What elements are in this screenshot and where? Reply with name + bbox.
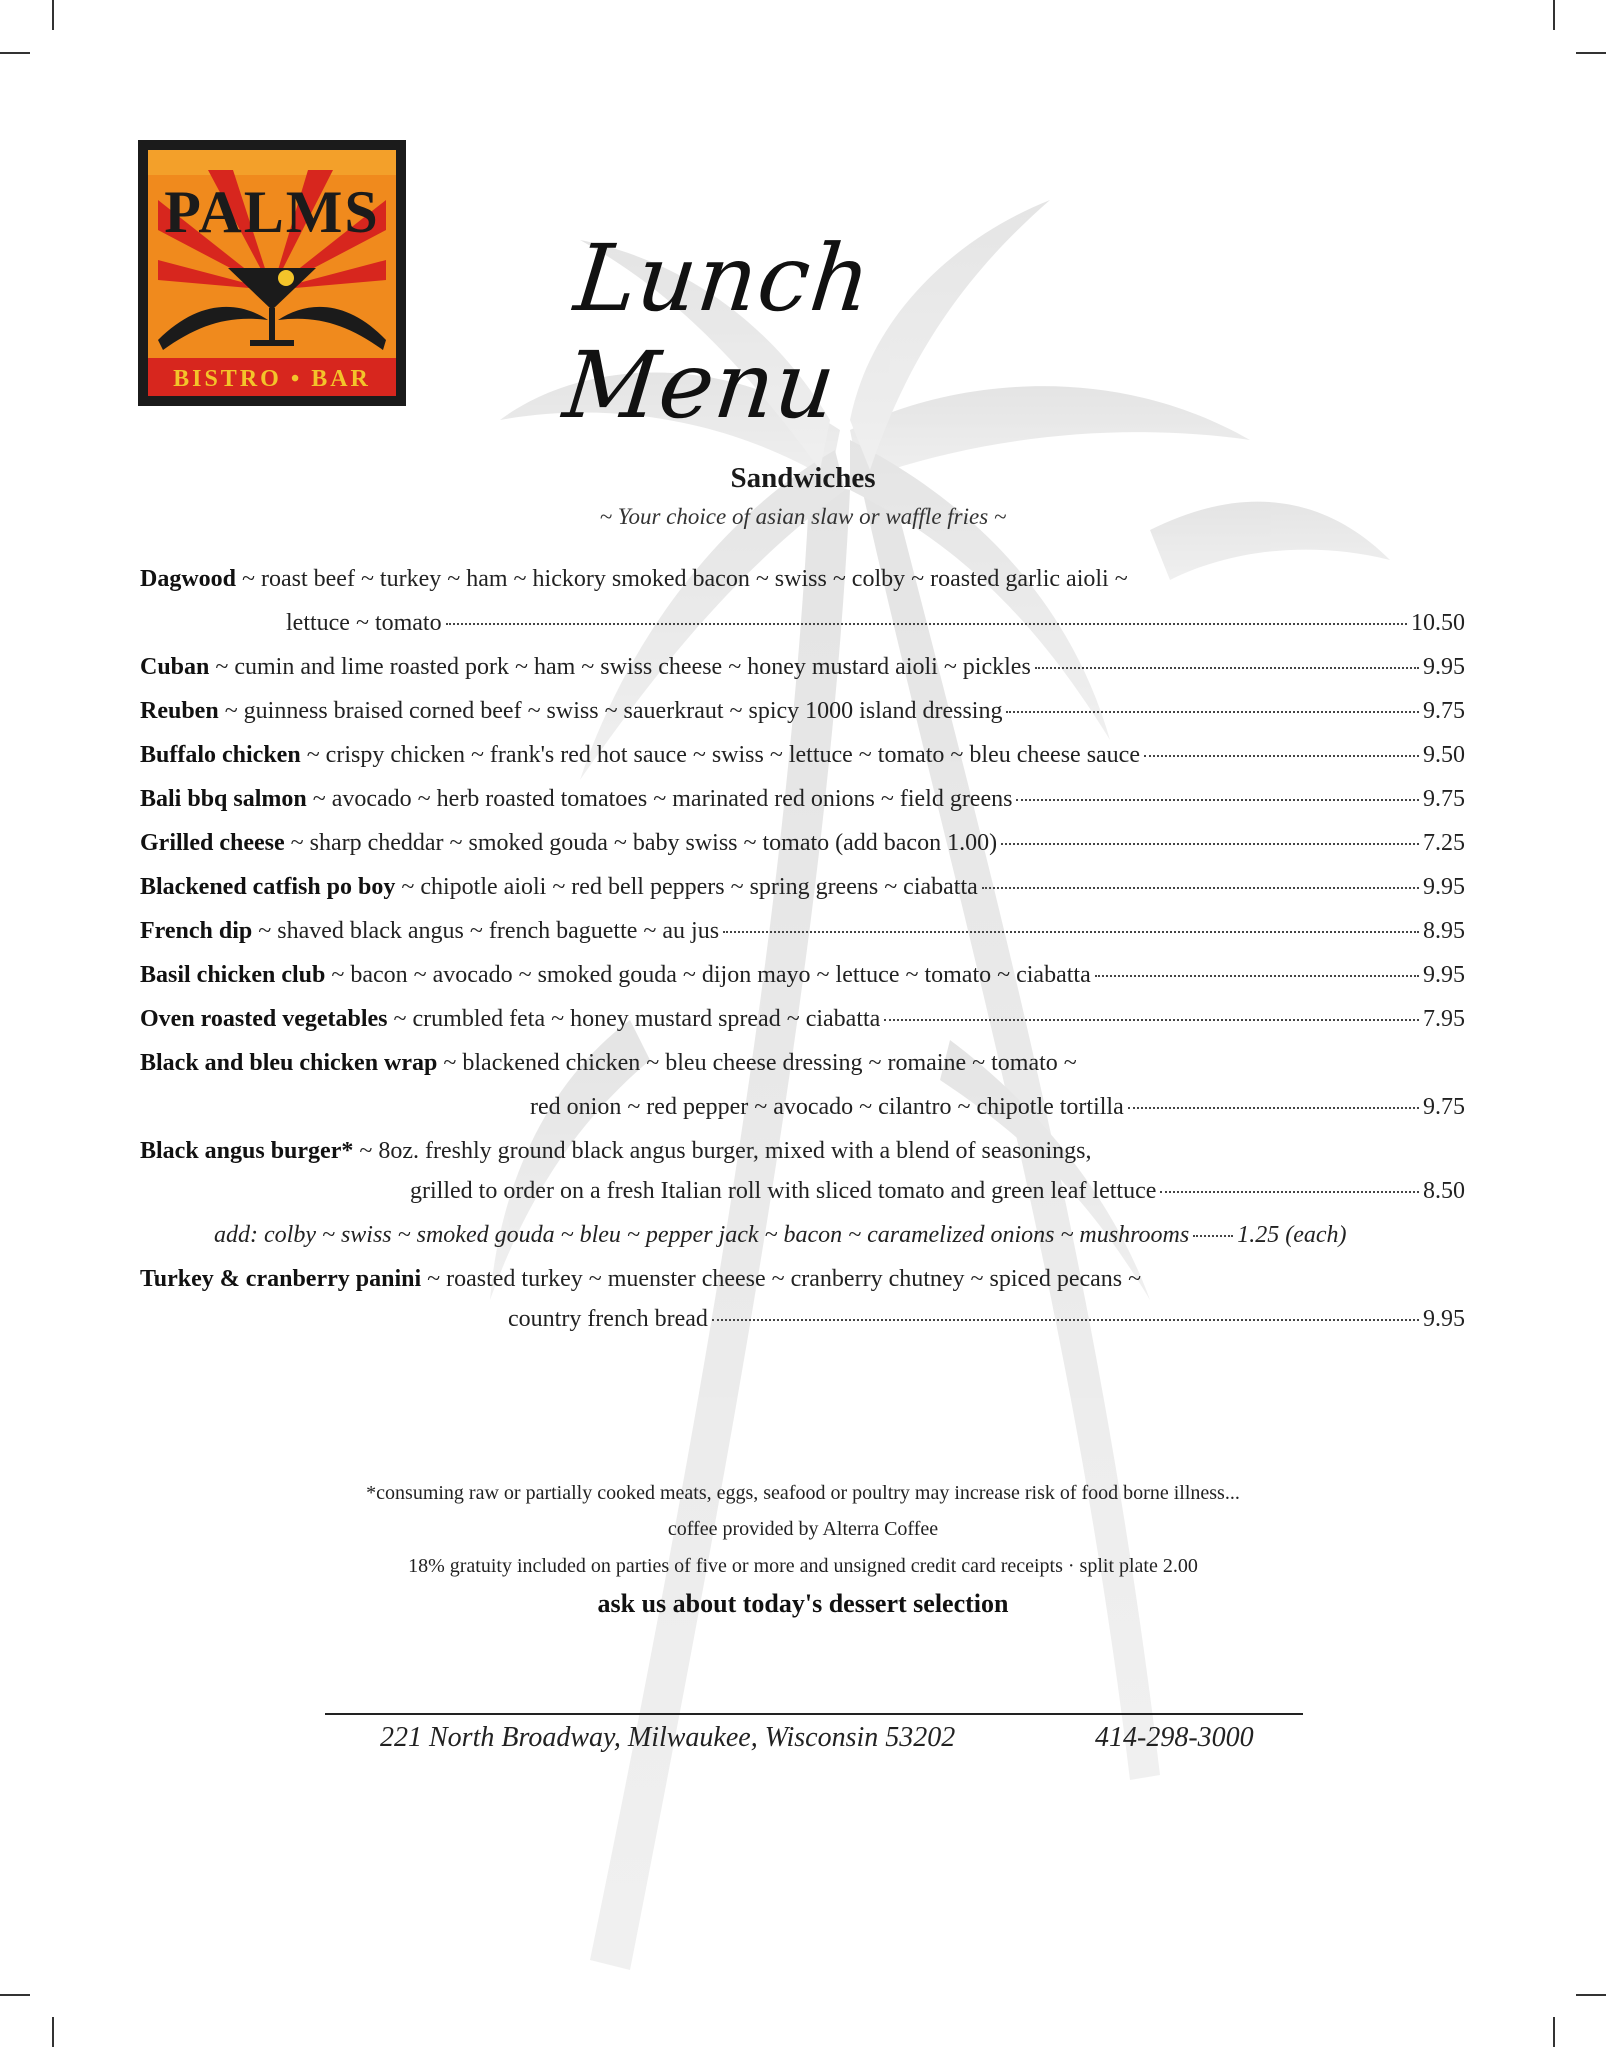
item-name: Buffalo chicken — [140, 742, 301, 768]
burger-addons — [140, 1222, 1465, 1266]
item-price: 10.50 — [1411, 610, 1465, 636]
item-description: ~ avocado ~ herb roasted tomatoes ~ marinated red onions ~ field greens — [312, 786, 1013, 812]
palms-logo — [138, 140, 406, 406]
dot-leader — [1160, 1191, 1419, 1193]
item-price: 9.75 — [1423, 698, 1465, 724]
item-price: 9.95 — [1423, 1306, 1465, 1332]
dot-leader — [446, 623, 1407, 625]
dot-leader — [1128, 1107, 1419, 1109]
crop-mark — [1553, 2017, 1555, 2047]
item-name: Reuben — [140, 698, 219, 724]
menu-item — [140, 786, 1465, 830]
item-description: lettuce ~ tomato — [286, 610, 442, 636]
menu-item — [140, 1138, 1465, 1178]
item-price: 9.95 — [1423, 962, 1465, 988]
item-description: ~ bacon ~ avocado ~ smoked gouda ~ dijon mayo ~ lettuce ~ tomato ~ ciabatta — [331, 962, 1091, 988]
item-name: Black angus burger* — [140, 1138, 354, 1164]
item-price: 9.95 — [1423, 654, 1465, 680]
menu-item-continuation — [140, 1178, 1465, 1222]
dessert-note: ask us about today's dessert selection — [597, 1589, 1009, 1618]
addon-price: 1.25 (each) — [1237, 1222, 1347, 1248]
item-price: 9.75 — [1423, 1094, 1465, 1120]
item-description: ~ roast beef ~ turkey ~ ham ~ hickory smoked bacon ~ swiss ~ colby ~ roasted garlic aioli ~ — [242, 566, 1128, 592]
menu-item — [140, 1050, 1465, 1094]
item-price: 9.50 — [1423, 742, 1465, 768]
item-description: ~ 8oz. freshly ground black angus burger, mixed with a blend of seasonings, — [359, 1138, 1092, 1164]
item-name: Turkey & cranberry panini — [140, 1266, 422, 1292]
item-name: Basil chicken club — [140, 962, 326, 988]
coffee-note: coffee provided by Alterra Coffee — [667, 1518, 939, 1540]
item-price: 9.95 — [1423, 874, 1465, 900]
dot-leader — [1193, 1235, 1233, 1237]
dot-leader — [1035, 667, 1419, 669]
menu-item — [140, 830, 1465, 874]
section-subtitle: ~ Your choice of asian slaw or waffle fries ~ — [599, 504, 1007, 529]
menu-item — [140, 1006, 1465, 1050]
item-name: Dagwood — [140, 566, 237, 592]
item-description: ~ sharp cheddar ~ smoked gouda ~ baby swiss ~ tomato (add bacon 1.00) — [290, 830, 998, 856]
crop-mark — [1576, 1994, 1606, 1996]
menu-item — [140, 566, 1465, 610]
menu-item — [140, 1266, 1465, 1306]
menu-item — [140, 918, 1465, 962]
menu-list — [140, 566, 1465, 1350]
item-price: 8.95 — [1423, 918, 1465, 944]
crop-mark — [52, 2017, 54, 2047]
item-price: 8.50 — [1423, 1178, 1465, 1204]
crop-mark — [52, 0, 54, 30]
item-name: French dip — [140, 918, 253, 944]
crop-mark — [1553, 0, 1555, 30]
menu-item — [140, 874, 1465, 918]
item-description: country french bread — [508, 1306, 708, 1332]
address: 221 North Broadway, Milwaukee, Wisconsin 53202 — [380, 1722, 956, 1753]
item-price: 9.75 — [1423, 786, 1465, 812]
item-name: Blackened catfish po boy — [140, 874, 396, 900]
item-description: grilled to order on a fresh Italian roll with sliced tomato and green leaf lettuce — [410, 1178, 1157, 1204]
menu-item — [140, 654, 1465, 698]
item-description: ~ crispy chicken ~ frank's red hot sauce ~ swiss ~ lettuce ~ tomato ~ bleu cheese sauce — [306, 742, 1140, 768]
dot-leader — [884, 1019, 1419, 1021]
page-title: Lunch Menu — [558, 225, 877, 439]
item-description: ~ cumin and lime roasted pork ~ ham ~ swiss cheese ~ honey mustard aioli ~ pickles — [215, 654, 1031, 680]
menu-item-continuation — [140, 1094, 1465, 1138]
footer-divider — [325, 1713, 1303, 1715]
svg-text:PALMS: PALMS — [164, 179, 380, 245]
dot-leader — [982, 887, 1419, 889]
dot-leader — [1144, 755, 1419, 757]
section-title: Sandwiches — [730, 462, 876, 494]
svg-text:BISTRO • BAR: BISTRO • BAR — [173, 366, 371, 392]
item-description: red onion ~ red pepper ~ avocado ~ cilantro ~ chipotle tortilla — [530, 1094, 1124, 1120]
item-name: Bali bbq salmon — [140, 786, 307, 812]
menu-item — [140, 698, 1465, 742]
menu-item — [140, 962, 1465, 1006]
food-safety-notice: *consuming raw or partially cooked meats, eggs, seafood or poultry may increase risk of food borne illness... — [366, 1482, 1240, 1504]
item-description: ~ chipotle aioli ~ red bell peppers ~ spring greens ~ ciabatta — [401, 874, 978, 900]
dot-leader — [723, 931, 1419, 933]
item-description: ~ shaved black angus ~ french baguette ~ au jus — [258, 918, 720, 944]
menu-item-continuation — [140, 610, 1465, 654]
menu-item-continuation — [140, 1306, 1465, 1350]
item-name: Oven roasted vegetables — [140, 1006, 388, 1032]
addon-text: add: colby ~ swiss ~ smoked gouda ~ bleu ~ pepper jack ~ bacon ~ caramelized onions ~ mushrooms — [214, 1222, 1190, 1248]
crop-mark — [0, 52, 30, 54]
item-name: Black and bleu chicken wrap — [140, 1050, 438, 1076]
item-description: ~ roasted turkey ~ muenster cheese ~ cranberry chutney ~ spiced pecans ~ — [427, 1266, 1142, 1292]
item-description: ~ blackened chicken ~ bleu cheese dressing ~ romaine ~ tomato ~ — [443, 1050, 1077, 1076]
dot-leader — [1006, 711, 1419, 713]
crop-mark — [0, 1994, 30, 1996]
item-description: ~ crumbled feta ~ honey mustard spread ~ ciabatta — [393, 1006, 881, 1032]
item-price: 7.95 — [1423, 1006, 1465, 1032]
dot-leader — [1016, 799, 1419, 801]
crop-mark — [1576, 52, 1606, 54]
dot-leader — [1001, 843, 1419, 845]
item-price: 7.25 — [1423, 830, 1465, 856]
item-name: Cuban — [140, 654, 210, 680]
dot-leader — [712, 1319, 1419, 1321]
gratuity-note: 18% gratuity included on parties of five or more and unsigned credit card receipts · split plate 2.00 — [408, 1555, 1198, 1577]
phone-number: 414-298-3000 — [1095, 1722, 1254, 1753]
menu-item — [140, 742, 1465, 786]
dot-leader — [1095, 975, 1419, 977]
item-name: Grilled cheese — [140, 830, 285, 856]
item-description: ~ guinness braised corned beef ~ swiss ~ sauerkraut ~ spicy 1000 island dressing — [224, 698, 1003, 724]
